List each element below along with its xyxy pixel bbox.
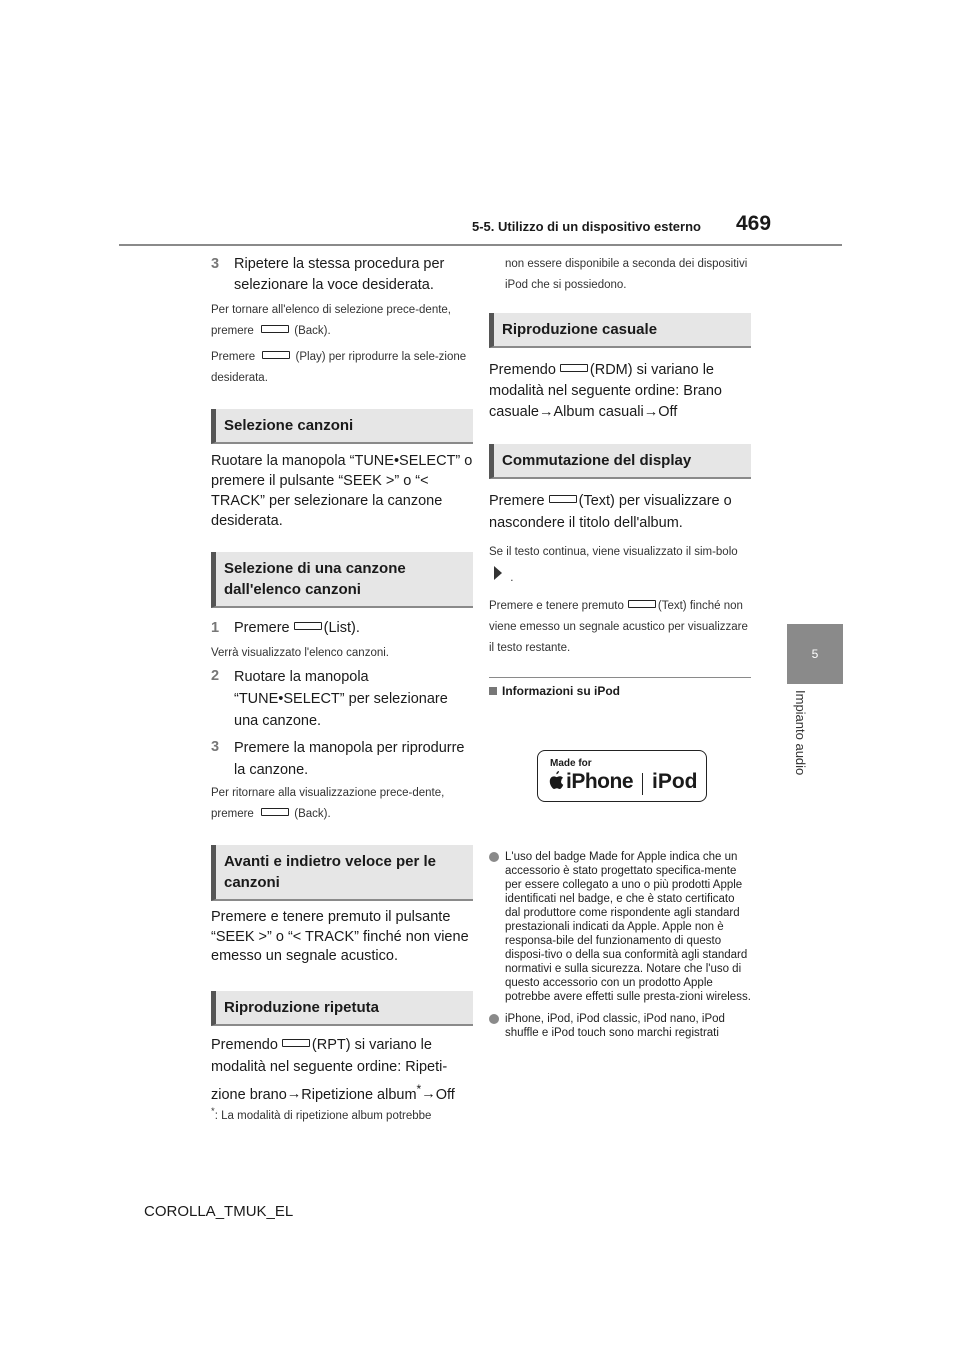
repeat-text-d: Off [435,1086,455,1103]
step-3b [211,737,473,781]
badge-ipod: iPod [652,770,698,793]
step-number: 3 [211,256,220,272]
play-note-text: Premere [211,351,256,363]
bullet-dot-icon [489,852,499,862]
section-title-repeat: Riproduzione ripetuta [211,991,473,1026]
repeat-text-a: Premendo [211,1036,278,1053]
shuffle-text-b: (RDM) si variano le modalità nel seguente ordine: Brano casuale [489,362,722,420]
continue-note-text: Se il testo continua, viene visualizzato il sim-bolo [489,546,738,558]
arrow-right-icon: → [286,1086,302,1103]
footnote [211,1105,473,1123]
step-3 [211,254,473,296]
bullet-item [489,850,751,1004]
fast-forward-text: Premere e tenere premuto il pulsante “SEEK >” o “< TRACK” finché non viene emesso un segnale acustico. [211,909,469,964]
footnote-marker: * [416,1081,422,1096]
text-button-icon [628,600,656,608]
shuffle-text-d: Off [658,404,678,420]
step-number: 1 [211,620,220,636]
arrow-right-icon: → [538,404,554,420]
continue-arrow-icon [493,565,503,591]
subsection-title-text: Informazioni su iPod [502,684,621,699]
back-note-end: (Back). [294,325,331,337]
play-note [211,347,473,389]
badge-separator [642,773,643,795]
step-text: Ruotare la manopola “TUNE•SELECT” per selezionare una canzone. [234,669,448,729]
step-1-end: (List). [323,620,360,636]
list-note: Verrà visualizzato l'elenco canzoni. [211,647,389,659]
shuffle-text-a: Premendo [489,362,556,378]
bullet-item [489,1012,751,1040]
subsection-title [489,684,751,698]
list-button-icon [294,622,322,630]
play-button-icon [262,351,290,359]
made-for-iphone-ipod-badge [537,750,707,802]
text-button-icon [549,495,577,503]
section-header: 5-5. Utilizzo di un dispositivo esterno [472,219,701,234]
subsection-ipod [489,677,751,698]
footnote-star: * [211,1106,215,1118]
hold-note-end: (Text) finché non viene emesso un segnale acustico per visualizzare il testo restante. [489,600,748,655]
section-title-display: Commutazione del display [489,444,751,479]
step-1-text: Premere [234,620,290,636]
badge-iphone [548,770,633,794]
back-note-2-text: Per ritornare alla visualizzazione prece-dente, premere [211,787,445,820]
repeat-text [211,1034,473,1106]
section-title-song-selection: Selezione canzoni [211,409,473,444]
right-column [489,254,751,698]
back-note-text: Per tornare all'elenco di selezione prece-dente, premere [211,304,452,337]
continue-note [489,539,751,591]
rdm-button-icon [560,364,588,372]
continue-note-end: . [510,572,514,585]
section-title-shuffle: Riproduzione casuale [489,313,751,348]
song-selection-text: Ruotare la manopola “TUNE•SELECT” o premere il pulsante “SEEK >” o “< TRACK” per selezionare la canzone desiderata. [211,453,473,529]
left-column [211,254,473,1123]
display-text [489,490,751,534]
step-2 [211,666,473,732]
apple-logo-icon [548,771,564,790]
square-bullet-icon [489,687,497,695]
shuffle-text [489,360,751,423]
ipod-bullets [489,850,751,1040]
step-text: Ripetere la stessa procedura per selezionare la voce desiderata. [234,256,445,293]
footnote-text: : La modalità di ripetizione album potrebbe [214,1110,432,1123]
badge-made-for: Made for [550,758,592,769]
step-text [234,618,473,639]
chapter-tab: 5 [787,624,843,684]
repeat-text-c: Ripetizione album [301,1086,417,1103]
section-title-fast-forward: Avanti e indietro veloce per le canzoni [211,845,473,901]
chapter-tab-label: Impianto audio [793,690,808,776]
section-title-song-list: Selezione di una canzone dall'elenco canzoni [211,552,473,608]
display-text-a: Premere [489,493,545,509]
document-code: COROLLA_TMUK_EL [144,1203,294,1220]
back-note-2 [211,783,473,825]
back-note [211,300,473,342]
footnote-continued: non essere disponibile a seconda dei dispositivi iPod che si possiedono. [505,258,748,291]
badge-iphone-text: iPhone [566,770,634,793]
page-number: 469 [736,212,772,235]
step-number: 3 [211,739,220,755]
arrow-right-icon: → [643,404,659,420]
bullet-text: iPhone, iPod, iPod classic, iPod nano, iPod shuffle e iPod touch sono marchi registrati [505,1013,725,1039]
arrow-right-icon: → [421,1086,436,1103]
bullet-dot-icon [489,1014,499,1024]
step-1 [211,618,473,639]
header-divider [119,244,842,246]
repeat-text-b: (RPT) si variano le modalità nel seguente ordine: Ripeti-zione brano [211,1036,448,1103]
shuffle-text-c: Album casuali [553,404,644,420]
bullet-text: L'uso del badge Made for Apple indica che un accessorio è stato progettato specifica-mente per essere collegato a uno o più prodotti Apple identificati nel badge, e che è stato certificato dal produttore come rispondente agli standard prestazionali indicati da Apple. Apple non è responsa-bile del funzionamento di questo disposi-tivo o della sua conformità agli standard normativi e sulla sicurezza. Notare che l'uso di questo accessorio con un prodotto Apple potrebbe avere effetti sulle presta-zioni wireless. [505,851,751,1003]
play-note-end: (Play) per riprodurre la sele-zione desiderata. [211,351,467,384]
back-button-icon [261,808,289,816]
back-button-icon [261,325,289,333]
display-text-b: (Text) per visualizzare o nascondere il titolo dell'album. [489,493,732,531]
step-text: Premere la manopola per riprodurre la canzone. [234,740,465,778]
hold-note [489,596,751,659]
hold-note-text: Premere e tenere premuto [489,600,624,613]
rpt-button-icon [282,1039,310,1047]
step-number: 2 [211,668,220,684]
back-note-2-end: (Back). [294,808,331,820]
